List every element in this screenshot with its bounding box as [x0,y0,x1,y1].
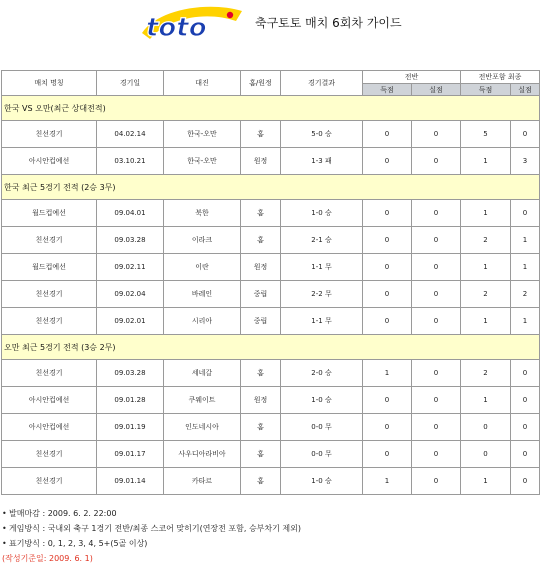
opponent-cell: 북한 [164,200,241,227]
result-cell: 1-1 무 [281,254,363,281]
first-half-conceded-cell: 0 [412,441,461,468]
page-title: 축구토토 매치 6회차 가이드 [255,16,402,30]
full-time-conceded-cell: 0 [511,468,540,495]
venue-cell: 홈 [241,468,281,495]
full-time-scored-cell: 2 [461,227,511,254]
table-row [2,200,540,227]
first-half-scored-cell: 0 [363,148,412,175]
first-half-conceded-cell: 0 [412,360,461,387]
match-name-cell: 아시안컵예선 [2,148,97,175]
table-row [2,441,540,468]
venue-cell: 원정 [241,148,281,175]
first-half-conceded-cell: 0 [412,200,461,227]
opponent-cell: 카타르 [164,468,241,495]
first-half-conceded-cell: 0 [412,227,461,254]
full-time-scored-cell: 2 [461,281,511,308]
full-time-scored-cell: 0 [461,414,511,441]
match-name-cell: 월드컵예선 [2,254,97,281]
col-header-opponent: 대진 [164,71,241,96]
date-cell: 09.01.19 [97,414,164,441]
full-time-scored-cell: 1 [461,148,511,175]
col-header-home-away: 홈/원정 [241,71,281,96]
full-time-conceded-cell: 1 [511,227,540,254]
first-half-conceded-cell: 0 [412,121,461,148]
result-cell: 5-0 승 [281,121,363,148]
full-time-scored-cell: 0 [461,441,511,468]
venue-cell: 중립 [241,308,281,335]
col-header-full-time: 전반포함 최종 [461,71,540,84]
match-name-cell: 친선경기 [2,468,97,495]
full-time-scored-cell: 1 [461,387,511,414]
opponent-cell: 사우디아라비아 [164,441,241,468]
date-cell: 09.01.28 [97,387,164,414]
first-half-scored-cell: 1 [363,468,412,495]
first-half-conceded-cell: 0 [412,281,461,308]
col-header-first-half: 전반 [363,71,461,84]
result-cell: 0-0 무 [281,441,363,468]
table-row [2,148,540,175]
section-title: 오만 최근 5경기 전적 (3승 2무) [2,335,540,360]
match-name-cell: 친선경기 [2,281,97,308]
opponent-cell: 이란 [164,254,241,281]
note-deadline: • 발매마감 : 2009. 6. 2. 22:00 [2,509,117,518]
table-row [2,254,540,281]
full-time-scored-cell: 2 [461,360,511,387]
venue-cell: 중립 [241,281,281,308]
first-half-scored-cell: 0 [363,414,412,441]
opponent-cell: 한국-오만 [164,148,241,175]
result-cell: 1-0 승 [281,468,363,495]
full-time-conceded-cell: 0 [511,387,540,414]
match-name-cell: 친선경기 [2,360,97,387]
date-cell: 09.02.04 [97,281,164,308]
table-row [2,387,540,414]
venue-cell: 홈 [241,200,281,227]
first-half-scored-cell: 1 [363,360,412,387]
first-half-conceded-cell: 0 [412,308,461,335]
result-cell: 1-0 승 [281,200,363,227]
full-time-scored-cell: 1 [461,254,511,281]
match-name-cell: 월드컵예선 [2,200,97,227]
result-cell: 2-1 승 [281,227,363,254]
svg-text:toto: toto [146,13,207,41]
table-row [2,121,540,148]
full-time-scored-cell: 1 [461,468,511,495]
table-row [2,414,540,441]
match-name-cell: 친선경기 [2,227,97,254]
section-header-row [2,335,540,360]
col-header-result: 경기결과 [281,71,363,96]
date-cell: 09.02.01 [97,308,164,335]
table-row [2,308,540,335]
col-header-full-time-conceded: 실점 [511,84,540,96]
col-header-first-half-scored: 득점 [363,84,412,96]
first-half-conceded-cell: 0 [412,414,461,441]
match-name-cell: 친선경기 [2,121,97,148]
date-cell: 09.03.28 [97,227,164,254]
full-time-conceded-cell: 0 [511,360,540,387]
date-cell: 09.04.01 [97,200,164,227]
result-cell: 2-2 무 [281,281,363,308]
first-half-scored-cell: 0 [363,441,412,468]
first-half-scored-cell: 0 [363,121,412,148]
date-cell: 04.02.14 [97,121,164,148]
venue-cell: 홈 [241,227,281,254]
opponent-cell: 쿠웨이트 [164,387,241,414]
full-time-conceded-cell: 2 [511,281,540,308]
opponent-cell: 이라크 [164,227,241,254]
full-time-conceded-cell: 1 [511,308,540,335]
document-header [0,0,540,44]
full-time-conceded-cell: 1 [511,254,540,281]
section-title: 한국 최근 5경기 전적 (2승 3무) [2,175,540,200]
section-header-row [2,96,540,121]
first-half-scored-cell: 0 [363,387,412,414]
full-time-scored-cell: 1 [461,308,511,335]
venue-cell: 홈 [241,414,281,441]
first-half-scored-cell: 0 [363,254,412,281]
result-cell: 1-1 무 [281,308,363,335]
opponent-cell: 인도네시아 [164,414,241,441]
section-header-row [2,175,540,200]
full-time-scored-cell: 1 [461,200,511,227]
note-notation: • 표기방식 : 0, 1, 2, 3, 4, 5+(5골 이상) [2,539,148,548]
full-time-conceded-cell: 0 [511,121,540,148]
date-cell: 09.03.28 [97,360,164,387]
first-half-conceded-cell: 0 [412,468,461,495]
opponent-cell: 시리아 [164,308,241,335]
result-cell: 1-3 패 [281,148,363,175]
match-name-cell: 아시안컵예선 [2,414,97,441]
date-cell: 03.10.21 [97,148,164,175]
result-cell: 2-0 승 [281,360,363,387]
venue-cell: 원정 [241,254,281,281]
opponent-cell: 세네갈 [164,360,241,387]
written-date: (작성기준일: 2009. 6. 1) [2,554,93,563]
match-name-cell: 친선경기 [2,308,97,335]
col-header-full-time-scored: 득점 [461,84,511,96]
notes-block [2,506,538,566]
note-game-method: • 게임방식 : 국내외 축구 1경기 전반/최종 스코어 맞히기(연장전 포함, 승부차기 제외) [2,524,301,533]
col-header-first-half-conceded: 실점 [412,84,461,96]
col-header-date: 경기일 [97,71,164,96]
result-cell: 0-0 무 [281,414,363,441]
date-cell: 09.02.11 [97,254,164,281]
first-half-conceded-cell: 0 [412,148,461,175]
venue-cell: 홈 [241,121,281,148]
section-title: 한국 VS 오만(최근 상대전적) [2,96,540,121]
date-cell: 09.01.17 [97,441,164,468]
first-half-conceded-cell: 0 [412,387,461,414]
match-guide-table [1,70,540,495]
table-row [2,468,540,495]
full-time-conceded-cell: 0 [511,200,540,227]
date-cell: 09.01.14 [97,468,164,495]
match-name-cell: 아시안컵예선 [2,387,97,414]
table-row [2,281,540,308]
full-time-scored-cell: 5 [461,121,511,148]
venue-cell: 홈 [241,441,281,468]
toto-logo [138,3,248,41]
opponent-cell: 바레인 [164,281,241,308]
full-time-conceded-cell: 0 [511,414,540,441]
first-half-scored-cell: 0 [363,281,412,308]
match-name-cell: 친선경기 [2,441,97,468]
first-half-scored-cell: 0 [363,200,412,227]
table-row [2,360,540,387]
table-row [2,227,540,254]
opponent-cell: 한국-오만 [164,121,241,148]
venue-cell: 홈 [241,360,281,387]
first-half-conceded-cell: 0 [412,254,461,281]
result-cell: 1-0 승 [281,387,363,414]
first-half-scored-cell: 0 [363,227,412,254]
first-half-scored-cell: 0 [363,308,412,335]
full-time-conceded-cell: 0 [511,441,540,468]
full-time-conceded-cell: 3 [511,148,540,175]
venue-cell: 원정 [241,387,281,414]
col-header-match: 매치 명칭 [2,71,97,96]
